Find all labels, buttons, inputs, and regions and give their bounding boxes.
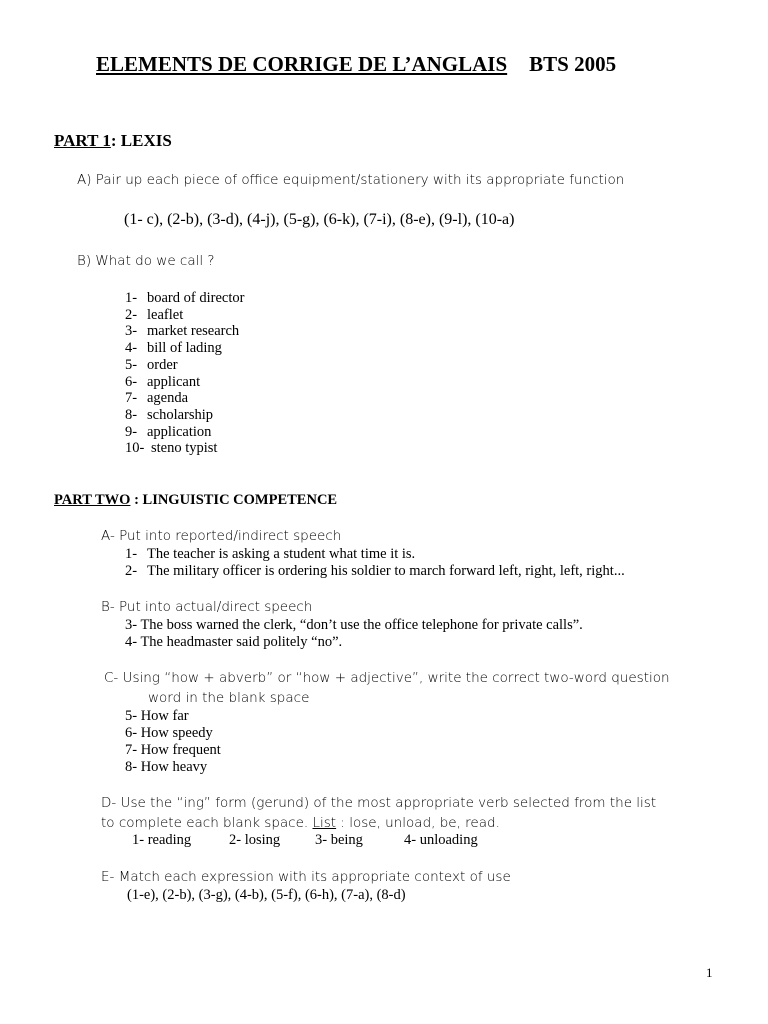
list-item: 4- unloading	[404, 832, 478, 848]
list-item: 5- order	[125, 356, 178, 373]
title-main: ELEMENTS DE CORRIGE DE L’ANGLAIS	[96, 52, 508, 76]
list-item: 10- steno typist	[125, 440, 218, 457]
document-title	[96, 52, 616, 77]
list-item: 5- How far	[125, 708, 189, 724]
list-item: 2- losing	[229, 832, 281, 848]
list-label: List	[312, 815, 337, 831]
list-item: 8- scholarship	[125, 406, 214, 423]
part2-c-instruction-line2: word in the blank space	[148, 690, 310, 706]
page-number: 1	[706, 965, 713, 980]
list-item: 2- The military officer is ordering his soldier to march forward left, right, left, right...	[125, 563, 625, 579]
part2-heading-prefix: PART TWO	[54, 492, 131, 508]
part2-d-instruction-line1: D- Use the “ing” form (gerund) of the most appropriate verb selected from the list	[101, 795, 657, 811]
list-item: 2- leaflet	[125, 306, 184, 323]
list-item: 9- application	[125, 423, 212, 440]
list-item: 3- market research	[125, 323, 240, 340]
part2-a-instruction: A- Put into reported/indirect speech	[101, 528, 342, 544]
list-item: 8- How heavy	[125, 759, 208, 775]
list-item: 7- How frequent	[125, 742, 221, 758]
part1-a-answer: (1- c), (2-b), (3-d), (4-j), (5-g), (6-k), (7-i), (8-e), (9-l), (10-a)	[124, 211, 515, 228]
part2-c-instruction-line1: C- Using “how + abverb” or “how + adjective”, write the correct two-word question	[104, 670, 670, 686]
part2-d-instruction-line2: to complete each blank space. List : lose, unload, be, read.	[101, 815, 500, 831]
part1-heading-suffix: : LEXIS	[110, 131, 172, 150]
list-item: 1- board of director	[125, 290, 245, 306]
title-year: BTS 2005	[529, 52, 617, 76]
part2-e-instruction: E- Match each expression with its appropriate context of use	[101, 869, 511, 885]
list-item: 1- reading	[132, 832, 192, 848]
part1-b-instruction: B) What do we call ?	[77, 253, 215, 269]
list-item: 1- The teacher is asking a student what time it is.	[125, 546, 416, 562]
part1-heading-prefix: PART 1	[54, 131, 111, 150]
list-item: 4- The headmaster said politely “no”.	[125, 634, 343, 650]
list-item: 3- The boss warned the clerk, “don’t use the office telephone for private calls”.	[125, 617, 583, 633]
list-item: 6- applicant	[125, 373, 201, 390]
part1-b-list	[125, 290, 244, 457]
part2-b-instruction: B- Put into actual/direct speech	[101, 599, 313, 615]
part2-e-answer: (1-e), (2-b), (3-g), (4-b), (5-f), (6-h), (7-a), (8-d)	[127, 887, 406, 903]
list-item: 4- bill of lading	[125, 340, 222, 357]
part2-heading	[54, 492, 337, 509]
part1-a-instruction: A) Pair up each piece of office equipment/stationery with its appropriate function	[77, 172, 625, 188]
part2-heading-suffix: : LINGUISTIC COMPETENCE	[130, 492, 338, 508]
part1-heading	[54, 131, 172, 151]
list-item: 7- agenda	[125, 390, 189, 407]
list-item: 6- How speedy	[125, 725, 213, 741]
list-item: 3- being	[315, 832, 363, 848]
